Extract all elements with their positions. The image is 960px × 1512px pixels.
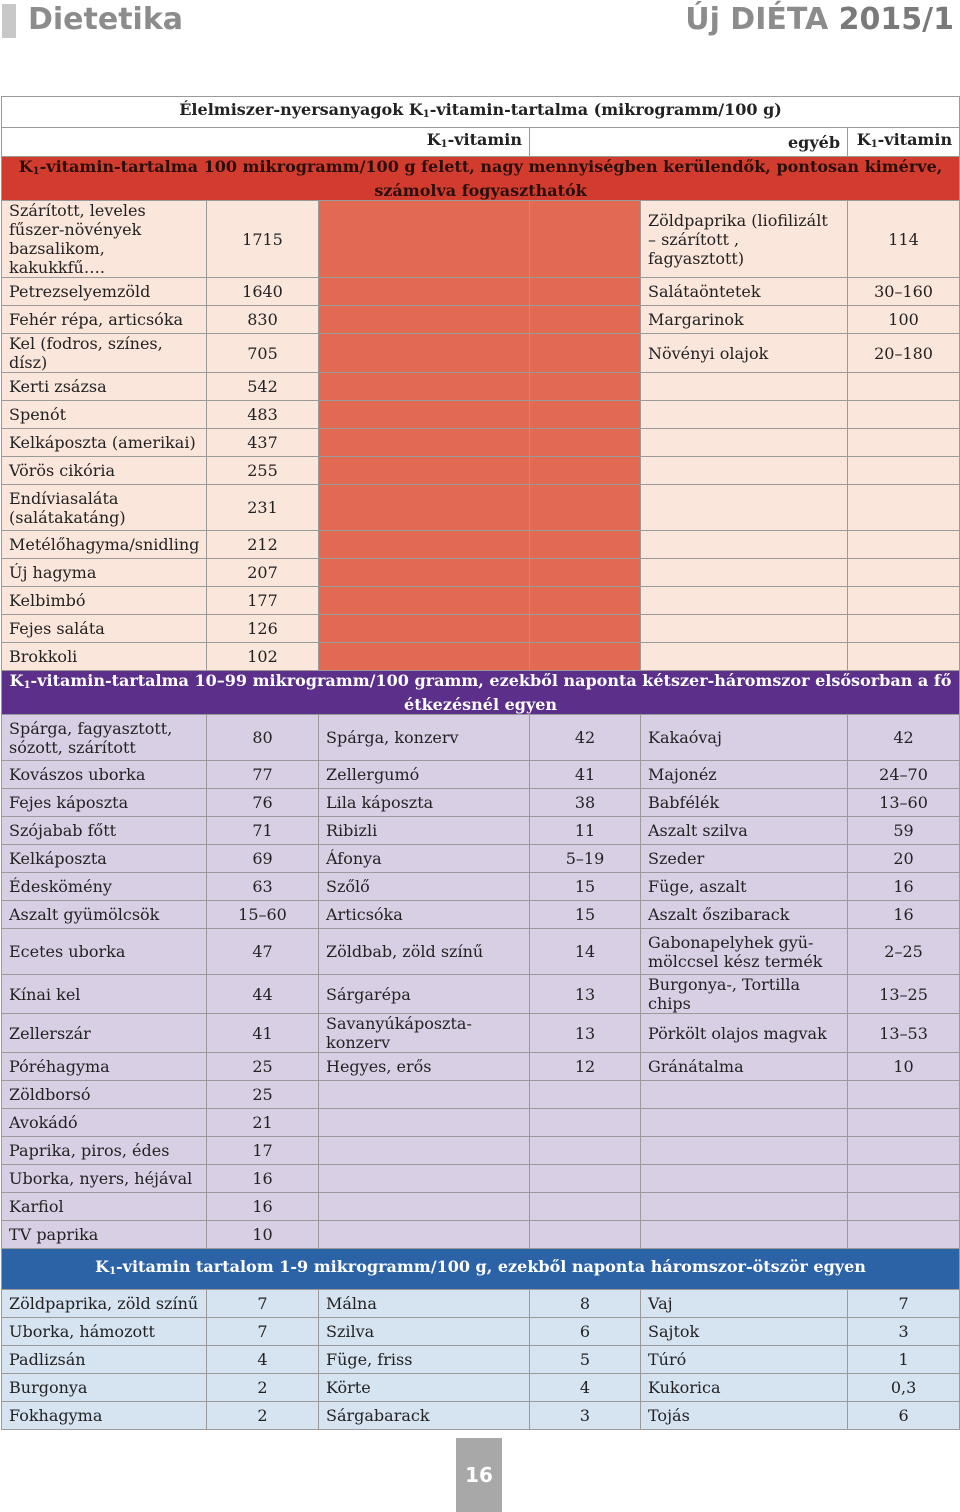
table-row: TV paprika 10 xyxy=(2,1221,960,1249)
table-row: Petrezselyemzöld 1640 Salátaöntetek 30–160 xyxy=(2,278,960,306)
page-number: 16 xyxy=(456,1438,502,1512)
table-row: Zellerszár 41 Savanyúkáposzta-konzerv 13 Pörkölt olajos magvak 13–53 xyxy=(2,1014,960,1053)
header-accent-bar xyxy=(2,4,16,38)
table-row: Spenót 483 xyxy=(2,401,960,429)
table-row: Padlizsán 4 Füge, friss 5 Túró 1 xyxy=(2,1346,960,1374)
table-row: Ecetes uborka 47 Zöldbab, zöld színű 14 Gabonapelyhek gyü-mölccsel kész termék 2–25 xyxy=(2,929,960,975)
table-title: Élelmiszer-nyersanyagok $K_1-vitamin$-tartalma (mikrogramm/100 g) xyxy=(2,97,960,128)
table-row: Fehér répa, articsóka 830 Margarinok 100 xyxy=(2,306,960,334)
section-title: Dietetika xyxy=(28,2,184,37)
table-row: Kovászos uborka 77 Zellergumó 41 Majonéz 24–70 xyxy=(2,761,960,789)
table-row: Spárga, fagyasztott, sózott, szárított 80 Spárga, konzerv 42 Kakaóvaj 42 xyxy=(2,715,960,761)
section-header-medium: $K_1-vitamin$-tartalma 10–99 mikrogramm/100 gramm, ezekből naponta kétszer-háromszor elsősorban a fő étkezésnél egyen xyxy=(2,671,960,715)
journal-name: Új DIÉTA xyxy=(685,2,829,37)
table-row: Uborka, nyers, héjával 16 xyxy=(2,1165,960,1193)
table-row: Új hagyma 207 xyxy=(2,559,960,587)
table-row: Paprika, piros, édes 17 xyxy=(2,1137,960,1165)
table-row: Szójabab főtt 71 Ribizli 11 Aszalt szilva 59 xyxy=(2,817,960,845)
table-row: Kelbimbó 177 xyxy=(2,587,960,615)
table-row: Póréhagyma 25 Hegyes, erős 12 Gránátalma 10 xyxy=(2,1053,960,1081)
table-row: Fokhagyma 2 Sárgabarack 3 Tojás 6 xyxy=(2,1402,960,1430)
vitamin-k-table xyxy=(1,96,960,1430)
table-row: Kelkáposzta (amerikai) 437 xyxy=(2,429,960,457)
table-row: Brokkoli 102 xyxy=(2,643,960,671)
table-row: Avokádó 21 xyxy=(2,1109,960,1137)
table-row: Zöldborsó 25 xyxy=(2,1081,960,1109)
table-row: Fejes saláta 126 xyxy=(2,615,960,643)
page-header xyxy=(0,0,960,44)
journal-title xyxy=(685,2,954,37)
subheader-right: $K_1$-vitamin xyxy=(848,128,960,157)
section-header-low: $K_1$-vitamin tartalom 1-9 mikrogramm/100 g, ezekből naponta háromszor-ötször egyen xyxy=(2,1249,960,1290)
table-row: Metélőhagyma/snidling 212 xyxy=(2,531,960,559)
journal-issue: 2015/1 xyxy=(838,2,954,37)
section-header-high: $K_1-vitamin$-tartalma 100 mikrogramm/100 g felett, nagy mennyiségben kerülendők, pontosan kimérve, számolva fogyaszthatók xyxy=(2,157,960,201)
table-row: Kelkáposzta 69 Áfonya 5–19 Szeder 20 xyxy=(2,845,960,873)
subheader-left: $K_1$-vitamin xyxy=(2,128,530,157)
table-row: Karfiol 16 xyxy=(2,1193,960,1221)
table-row: Kerti zsázsa 542 xyxy=(2,373,960,401)
table-row: Édeskömény 63 Szőlő 15 Füge, aszalt 16 xyxy=(2,873,960,901)
table-row: Vörös cikória 255 xyxy=(2,457,960,485)
table-row: Aszalt gyümölcsök 15–60 Articsóka 15 Aszalt őszibarack 16 xyxy=(2,901,960,929)
table-row: Kel (fodros, színes, dísz) 705 Növényi olajok 20–180 xyxy=(2,334,960,373)
table-row: Fejes káposzta 76 Lila káposzta 38 Babfélék 13–60 xyxy=(2,789,960,817)
subheader-middle: egyéb xyxy=(530,128,848,157)
table-row: Kínai kel 44 Sárgarépa 13 Burgonya-, Tortilla chips 13–25 xyxy=(2,975,960,1014)
table-row: Burgonya 2 Körte 4 Kukorica 0,3 xyxy=(2,1374,960,1402)
table-subheader xyxy=(2,128,960,157)
table-row: Uborka, hámozott 7 Szilva 6 Sajtok 3 xyxy=(2,1318,960,1346)
table-row: Szárított, leveles fűszer-növények bazsalikom, kakukkfű…. 1715 Zöldpaprika (liofilizált – szárított , fagyasztott) 114 xyxy=(2,201,960,278)
table-row: Endíviasaláta (salátakatáng) 231 xyxy=(2,485,960,531)
table-row: Zöldpaprika, zöld színű 7 Málna 8 Vaj 7 xyxy=(2,1290,960,1318)
